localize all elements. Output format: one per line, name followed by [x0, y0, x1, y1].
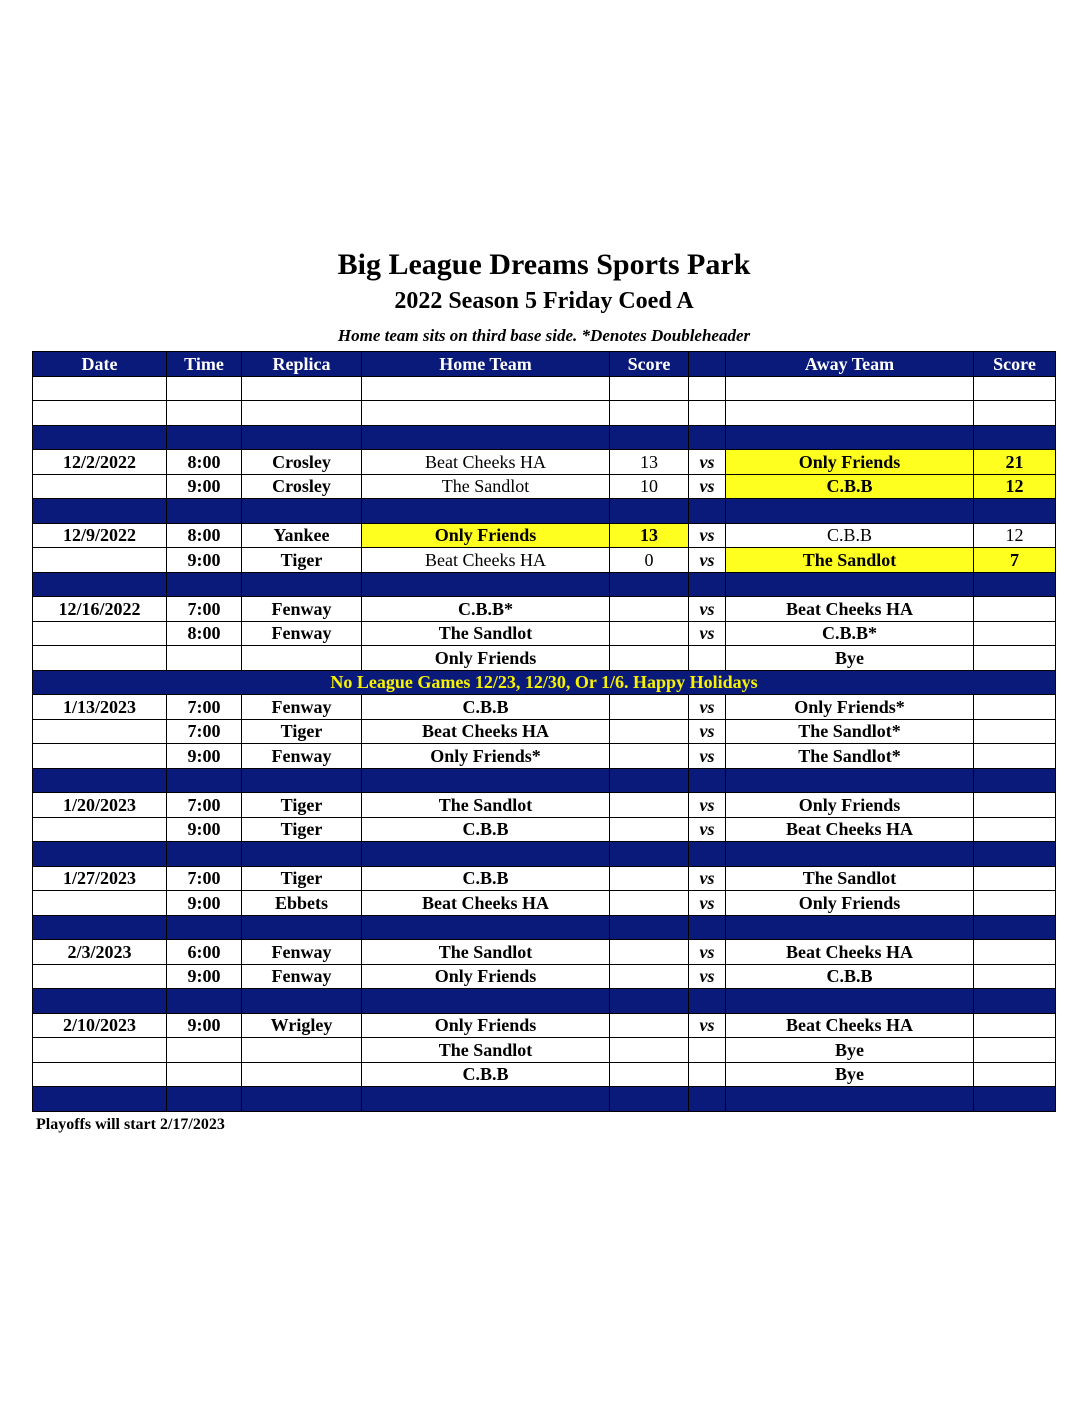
home-score-cell: [610, 695, 689, 720]
game-row: [33, 793, 1056, 818]
away-score-cell: [974, 1013, 1056, 1038]
date-cell: 12/16/2022: [33, 597, 167, 622]
away-team-cell: Beat Cheeks HA: [726, 817, 974, 842]
empty-cell: [689, 572, 726, 597]
empty-cell: [726, 915, 974, 940]
away-score-cell: [974, 1038, 1056, 1063]
vs-cell: vs: [689, 940, 726, 965]
home-team-cell: Only Friends*: [362, 744, 610, 769]
empty-cell: [33, 401, 167, 426]
schedule-note: Home team sits on third base side. *Denotes Doubleheader: [337, 326, 751, 345]
empty-cell: [974, 1087, 1056, 1112]
empty-cell: [242, 425, 362, 450]
header-row: [33, 352, 1056, 377]
away-score-cell: [974, 793, 1056, 818]
date-cell: 1/27/2023: [33, 866, 167, 891]
time-cell: 7:00: [167, 597, 242, 622]
empty-cell: [242, 572, 362, 597]
time-cell: 8:00: [167, 523, 242, 548]
empty-cell: [689, 376, 726, 401]
empty-cell: [33, 915, 167, 940]
empty-cell: [689, 1087, 726, 1112]
game-row: [33, 964, 1056, 989]
replica-cell: Tiger: [242, 548, 362, 573]
vs-cell: vs: [689, 621, 726, 646]
col-header-away-score: Score: [974, 352, 1056, 377]
away-team-cell: C.B.B: [726, 523, 974, 548]
time-cell: 7:00: [167, 866, 242, 891]
notice-row: [33, 670, 1056, 695]
date-cell: 1/13/2023: [33, 695, 167, 720]
home-score-cell: [610, 621, 689, 646]
schedule-body: [33, 352, 1056, 1112]
vs-cell: vs: [689, 523, 726, 548]
time-cell: [167, 646, 242, 671]
home-score-cell: [610, 1062, 689, 1087]
replica-cell: [242, 1062, 362, 1087]
empty-cell: [33, 842, 167, 867]
empty-cell: [726, 1087, 974, 1112]
home-team-cell: Only Friends: [362, 964, 610, 989]
replica-cell: Tiger: [242, 817, 362, 842]
empty-cell: [362, 499, 610, 524]
empty-cell: [689, 842, 726, 867]
time-cell: 8:00: [167, 621, 242, 646]
away-score-cell: 12: [974, 523, 1056, 548]
away-team-cell: The Sandlot*: [726, 744, 974, 769]
away-team-cell: Only Friends: [726, 793, 974, 818]
home-team-cell: C.B.B: [362, 695, 610, 720]
empty-cell: [242, 401, 362, 426]
home-score-cell: [610, 866, 689, 891]
away-score-cell: 7: [974, 548, 1056, 573]
empty-cell: [610, 768, 689, 793]
time-cell: 7:00: [167, 719, 242, 744]
empty-cell: [610, 842, 689, 867]
home-team-cell: C.B.B: [362, 866, 610, 891]
col-header-replica: Replica: [242, 352, 362, 377]
game-row: [33, 940, 1056, 965]
away-score-cell: [974, 646, 1056, 671]
replica-cell: Crosley: [242, 450, 362, 475]
replica-cell: Fenway: [242, 695, 362, 720]
game-row: [33, 719, 1056, 744]
holiday-notice: No League Games 12/23, 12/30, Or 1/6. Happy Holidays: [33, 670, 1056, 695]
home-team-cell: The Sandlot: [362, 621, 610, 646]
empty-cell: [726, 401, 974, 426]
empty-cell: [362, 376, 610, 401]
separator-row: [33, 915, 1056, 940]
col-header-date: Date: [33, 352, 167, 377]
separator-row: [33, 768, 1056, 793]
game-row: [33, 621, 1056, 646]
time-cell: 9:00: [167, 548, 242, 573]
replica-cell: Fenway: [242, 597, 362, 622]
away-score-cell: [974, 940, 1056, 965]
away-team-cell: The Sandlot: [726, 548, 974, 573]
away-score-cell: [974, 1062, 1056, 1087]
replica-cell: Fenway: [242, 940, 362, 965]
away-team-cell: C.B.B: [726, 964, 974, 989]
date-cell: [33, 646, 167, 671]
date-cell: 2/3/2023: [33, 940, 167, 965]
vs-cell: vs: [689, 474, 726, 499]
date-cell: 12/9/2022: [33, 523, 167, 548]
date-cell: [33, 1038, 167, 1063]
time-cell: 9:00: [167, 891, 242, 916]
game-row: [33, 646, 1056, 671]
empty-cell: [726, 425, 974, 450]
away-score-cell: [974, 695, 1056, 720]
away-score-cell: [974, 621, 1056, 646]
replica-cell: Tiger: [242, 719, 362, 744]
game-row: [33, 597, 1056, 622]
home-score-cell: 13: [610, 523, 689, 548]
date-cell: [33, 891, 167, 916]
empty-cell: [167, 425, 242, 450]
empty-cell: [362, 425, 610, 450]
empty-cell: [974, 915, 1056, 940]
empty-cell: [974, 768, 1056, 793]
empty-cell: [167, 842, 242, 867]
empty-cell: [974, 425, 1056, 450]
replica-cell: [242, 646, 362, 671]
time-cell: [167, 1038, 242, 1063]
home-team-cell: Beat Cheeks HA: [362, 548, 610, 573]
replica-cell: Fenway: [242, 621, 362, 646]
time-cell: 9:00: [167, 964, 242, 989]
date-cell: 2/10/2023: [33, 1013, 167, 1038]
empty-cell: [242, 768, 362, 793]
home-score-cell: 13: [610, 450, 689, 475]
home-score-cell: 0: [610, 548, 689, 573]
empty-cell: [726, 989, 974, 1014]
home-team-cell: The Sandlot: [362, 474, 610, 499]
home-score-cell: [610, 646, 689, 671]
empty-cell: [689, 401, 726, 426]
home-score-cell: [610, 1013, 689, 1038]
empty-cell: [610, 376, 689, 401]
season-subtitle: 2022 Season 5 Friday Coed A: [394, 288, 694, 314]
page-title: Big League Dreams Sports Park: [337, 248, 751, 281]
replica-cell: Ebbets: [242, 891, 362, 916]
empty-cell: [167, 401, 242, 426]
home-team-cell: Only Friends: [362, 646, 610, 671]
empty-cell: [33, 499, 167, 524]
date-cell: [33, 964, 167, 989]
vs-cell: vs: [689, 719, 726, 744]
game-row: [33, 1062, 1056, 1087]
away-score-cell: [974, 719, 1056, 744]
empty-cell: [362, 572, 610, 597]
empty-cell: [242, 915, 362, 940]
vs-cell: vs: [689, 597, 726, 622]
empty-cell: [167, 989, 242, 1014]
time-cell: 9:00: [167, 474, 242, 499]
away-team-cell: Bye: [726, 646, 974, 671]
home-team-cell: Beat Cheeks HA: [362, 719, 610, 744]
empty-cell: [167, 915, 242, 940]
vs-cell: [689, 646, 726, 671]
away-team-cell: Only Friends: [726, 891, 974, 916]
away-score-cell: [974, 866, 1056, 891]
away-score-cell: 21: [974, 450, 1056, 475]
away-team-cell: Bye: [726, 1062, 974, 1087]
time-cell: 9:00: [167, 817, 242, 842]
away-team-cell: C.B.B: [726, 474, 974, 499]
col-header-away-team: Away Team: [726, 352, 974, 377]
vs-cell: [689, 1038, 726, 1063]
separator-row: [33, 425, 1056, 450]
empty-cell: [167, 768, 242, 793]
game-row: [33, 1013, 1056, 1038]
home-score-cell: [610, 744, 689, 769]
vs-cell: vs: [689, 548, 726, 573]
game-row: [33, 474, 1056, 499]
vs-cell: vs: [689, 695, 726, 720]
empty-cell: [689, 768, 726, 793]
blank-row: [33, 376, 1056, 401]
empty-cell: [689, 915, 726, 940]
empty-cell: [974, 572, 1056, 597]
empty-cell: [33, 572, 167, 597]
playoffs-note: Playoffs will start 2/17/2023: [36, 1116, 225, 1133]
empty-cell: [610, 401, 689, 426]
empty-cell: [167, 1087, 242, 1112]
empty-cell: [242, 499, 362, 524]
empty-cell: [362, 989, 610, 1014]
empty-cell: [33, 425, 167, 450]
time-cell: [167, 1062, 242, 1087]
empty-cell: [689, 989, 726, 1014]
date-cell: [33, 474, 167, 499]
schedule-table: [32, 351, 1056, 1112]
game-row: [33, 695, 1056, 720]
empty-cell: [362, 915, 610, 940]
away-team-cell: The Sandlot*: [726, 719, 974, 744]
empty-cell: [362, 842, 610, 867]
away-score-cell: [974, 744, 1056, 769]
separator-row: [33, 989, 1056, 1014]
empty-cell: [167, 499, 242, 524]
away-score-cell: [974, 891, 1056, 916]
vs-cell: vs: [689, 817, 726, 842]
empty-cell: [974, 842, 1056, 867]
vs-cell: vs: [689, 964, 726, 989]
empty-cell: [33, 989, 167, 1014]
game-row: [33, 1038, 1056, 1063]
empty-cell: [726, 768, 974, 793]
game-row: [33, 744, 1056, 769]
home-score-cell: [610, 719, 689, 744]
home-score-cell: [610, 793, 689, 818]
col-header-home-team: Home Team: [362, 352, 610, 377]
empty-cell: [362, 401, 610, 426]
empty-cell: [610, 989, 689, 1014]
empty-cell: [610, 499, 689, 524]
blank-row: [33, 401, 1056, 426]
vs-cell: vs: [689, 793, 726, 818]
empty-cell: [33, 768, 167, 793]
time-cell: 9:00: [167, 744, 242, 769]
replica-cell: Crosley: [242, 474, 362, 499]
date-cell: [33, 744, 167, 769]
date-cell: [33, 719, 167, 744]
date-cell: [33, 621, 167, 646]
away-team-cell: Beat Cheeks HA: [726, 597, 974, 622]
away-team-cell: Only Friends*: [726, 695, 974, 720]
date-cell: [33, 548, 167, 573]
away-team-cell: Beat Cheeks HA: [726, 1013, 974, 1038]
home-team-cell: Only Friends: [362, 523, 610, 548]
vs-cell: vs: [689, 1013, 726, 1038]
home-team-cell: The Sandlot: [362, 1038, 610, 1063]
home-score-cell: [610, 940, 689, 965]
home-score-cell: [610, 1038, 689, 1063]
time-cell: 9:00: [167, 1013, 242, 1038]
empty-cell: [726, 499, 974, 524]
time-cell: 7:00: [167, 793, 242, 818]
game-row: [33, 548, 1056, 573]
empty-cell: [726, 376, 974, 401]
away-team-cell: Bye: [726, 1038, 974, 1063]
home-team-cell: C.B.B: [362, 1062, 610, 1087]
empty-cell: [689, 499, 726, 524]
time-cell: 6:00: [167, 940, 242, 965]
replica-cell: [242, 1038, 362, 1063]
away-score-cell: 12: [974, 474, 1056, 499]
home-team-cell: C.B.B*: [362, 597, 610, 622]
away-team-cell: Beat Cheeks HA: [726, 940, 974, 965]
vs-cell: [689, 1062, 726, 1087]
home-team-cell: The Sandlot: [362, 940, 610, 965]
empty-cell: [610, 572, 689, 597]
away-score-cell: [974, 964, 1056, 989]
empty-cell: [242, 842, 362, 867]
empty-cell: [362, 1087, 610, 1112]
empty-cell: [974, 499, 1056, 524]
home-team-cell: Only Friends: [362, 1013, 610, 1038]
replica-cell: Fenway: [242, 744, 362, 769]
home-score-cell: [610, 964, 689, 989]
empty-cell: [689, 425, 726, 450]
home-team-cell: The Sandlot: [362, 793, 610, 818]
col-header-time: Time: [167, 352, 242, 377]
date-cell: [33, 817, 167, 842]
vs-cell: vs: [689, 744, 726, 769]
replica-cell: Tiger: [242, 866, 362, 891]
replica-cell: Tiger: [242, 793, 362, 818]
empty-cell: [362, 768, 610, 793]
empty-cell: [33, 376, 167, 401]
empty-cell: [242, 989, 362, 1014]
replica-cell: Yankee: [242, 523, 362, 548]
empty-cell: [610, 425, 689, 450]
empty-cell: [610, 915, 689, 940]
col-header-vs: [689, 352, 726, 377]
separator-row: [33, 572, 1056, 597]
vs-cell: vs: [689, 891, 726, 916]
separator-row: [33, 842, 1056, 867]
away-score-cell: [974, 817, 1056, 842]
empty-cell: [242, 376, 362, 401]
vs-cell: vs: [689, 866, 726, 891]
empty-cell: [610, 1087, 689, 1112]
empty-cell: [974, 401, 1056, 426]
game-row: [33, 891, 1056, 916]
date-cell: 1/20/2023: [33, 793, 167, 818]
game-row: [33, 866, 1056, 891]
home-score-cell: [610, 817, 689, 842]
home-score-cell: [610, 891, 689, 916]
game-row: [33, 817, 1056, 842]
away-team-cell: C.B.B*: [726, 621, 974, 646]
empty-cell: [33, 1087, 167, 1112]
home-team-cell: Beat Cheeks HA: [362, 450, 610, 475]
home-team-cell: C.B.B: [362, 817, 610, 842]
separator-row: [33, 499, 1056, 524]
empty-cell: [974, 376, 1056, 401]
empty-cell: [726, 572, 974, 597]
home-team-cell: Beat Cheeks HA: [362, 891, 610, 916]
replica-cell: Wrigley: [242, 1013, 362, 1038]
empty-cell: [974, 989, 1056, 1014]
empty-cell: [167, 572, 242, 597]
empty-cell: [242, 1087, 362, 1112]
away-team-cell: The Sandlot: [726, 866, 974, 891]
home-score-cell: 10: [610, 474, 689, 499]
replica-cell: Fenway: [242, 964, 362, 989]
time-cell: 7:00: [167, 695, 242, 720]
date-cell: [33, 1062, 167, 1087]
date-cell: 12/2/2022: [33, 450, 167, 475]
time-cell: 8:00: [167, 450, 242, 475]
game-row: [33, 523, 1056, 548]
away-team-cell: Only Friends: [726, 450, 974, 475]
home-score-cell: [610, 597, 689, 622]
vs-cell: vs: [689, 450, 726, 475]
game-row: [33, 450, 1056, 475]
empty-cell: [726, 842, 974, 867]
empty-cell: [167, 376, 242, 401]
separator-row: [33, 1087, 1056, 1112]
away-score-cell: [974, 597, 1056, 622]
col-header-home-score: Score: [610, 352, 689, 377]
